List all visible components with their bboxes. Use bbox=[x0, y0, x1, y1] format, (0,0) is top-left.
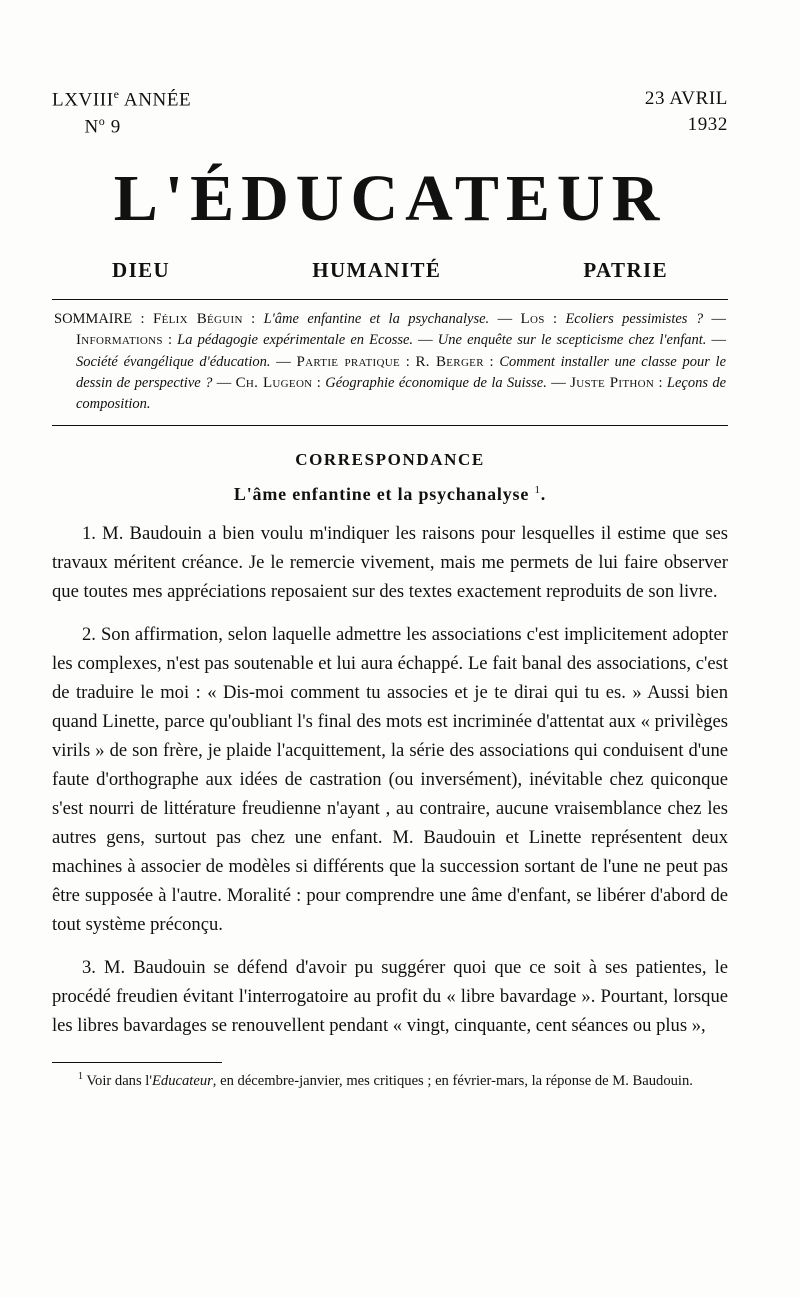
summary-block bbox=[52, 309, 728, 415]
summary-title-6: Comment installer une classe pour le dessin de perspective ? bbox=[76, 353, 727, 391]
issue-prefix: N bbox=[84, 116, 99, 138]
publication-year: 1932 bbox=[687, 113, 728, 135]
summary-title-7: Géographie économique de la Suisse. bbox=[325, 374, 547, 391]
masthead-divider bbox=[52, 299, 728, 300]
article bbox=[52, 450, 728, 1092]
summary-title-4: Une enquête sur le scepticisme chez l'enfant. bbox=[437, 332, 707, 349]
summary-label-6: Partie pratique bbox=[296, 353, 401, 370]
masthead bbox=[52, 86, 728, 140]
summary-author-2: Los bbox=[520, 310, 545, 327]
summary-title-5: Société évangélique d'éducation. bbox=[76, 353, 271, 370]
article-paragraph-3: 3. M. Baudouin se défend d'avoir pu suggérer quoi que ce soit à ses patientes, le procédé freudien évitant l'interrogatoire au profit du « libre bavardage ». Pourtant, lorsque les libres bavardages se renouvellent pendant « vingt, cinquante, cent séances ou plus », bbox=[52, 956, 728, 1036]
article-title-text: L'âme enfantine et la psychanalyse bbox=[233, 483, 530, 504]
footnote-italic-title: Educateur bbox=[152, 1072, 213, 1089]
footnote-marker: 1 bbox=[78, 1070, 83, 1082]
motto-humanite: HUMANITÉ bbox=[312, 257, 442, 282]
article-title bbox=[52, 484, 728, 505]
year-line bbox=[52, 86, 191, 113]
footnote-divider bbox=[52, 1062, 222, 1063]
article-paragraph-1: 1. M. Baudouin a bien voulu m'indiquer les raisons pour lesquelles il estime que ses travaux méritent créance. Je le remercie vivement, mais me permets de lui faire observer que toutes mes appréciations reposaient sur des textes exactement reproduits de son livre. bbox=[52, 522, 728, 602]
summary-text: SOMMAIRE : Félix Béguin : L'âme enfantine et la psychanalyse. — Los : Ecoliers pessimistes ? — Informations : La pédagogie expérimentale en Ecosse. — Une enquête sur le scepticisme chez l'enfant. — Société évangélique d'éducation. — Partie pratique : R. Berger : Comment installer une classe pour le dessin de perspective ? — Ch. Lugeon : Géographie économique de la Suisse. — Juste Pithon : Leçons de composition. bbox=[54, 310, 727, 413]
summary-title-8: Leçons de composition. bbox=[76, 374, 727, 413]
summary-title-3: La pédagogie expérimentale en Ecosse. bbox=[177, 332, 414, 349]
article-title-footnote-marker: 1 bbox=[534, 483, 541, 496]
motto-dieu: DIEU bbox=[112, 257, 171, 282]
masthead-left bbox=[52, 86, 191, 140]
summary-author-7: Ch. Lugeon bbox=[235, 374, 313, 391]
motto bbox=[112, 258, 668, 283]
summary-divider bbox=[52, 425, 728, 426]
summary-author-8: Juste Pithon bbox=[570, 374, 655, 391]
masthead-right bbox=[645, 86, 728, 137]
publication-date: 23 AVRIL bbox=[644, 88, 728, 109]
year-word: ANNÉE bbox=[123, 89, 192, 111]
issue-sup: o bbox=[98, 113, 106, 128]
footnote bbox=[52, 1070, 728, 1092]
summary-title-1: L'âme enfantine et la psychanalyse. bbox=[263, 310, 490, 327]
footnote-text-before: Voir dans l' bbox=[83, 1072, 152, 1089]
page-content bbox=[52, 86, 728, 1106]
issue-line bbox=[52, 113, 191, 140]
summary-author-1: Félix Béguin bbox=[153, 310, 243, 327]
issue-number: 9 bbox=[110, 116, 121, 138]
article-title-period: . bbox=[540, 483, 547, 504]
page-title: L'ÉDUCATEUR bbox=[113, 161, 667, 235]
article-paragraph-2: 2. Son affirmation, selon laquelle admettre les associations c'est implicitement adopter les complexes, n'est pas soutenable et lui aura échappé. Le fait banal des associations, c'est de traduire le moi : « Dis-moi comment tu associes et je te dirai qui tu es. » Aussi bien quand Linette, parce qu'oubliant l's final des mots est incriminée d'attentat aux « privilèges virils » de son frère, je plaide l'acquittement, la série des associations qui conduisent d'une faute d'orthographe aux idées de castration (ou inversément), inévitable chez quiconque s'est nourri de littérature freudienne n'ayant , au contraire, aucune vraisemblance chez les autres gens, surtout pas chez une enfant. M. Baudouin et Linette représentent deux machines à associer de modèles si différents que la succession sortant de l'une ne peut pas être supposée à l'autre. Moralité : pour comprendre une âme d'enfant, se libérer d'abord de tout système préconçu. bbox=[52, 623, 728, 935]
footnote-text-after: , en décembre-janvier, mes critiques ; en février-mars, la réponse de M. Baudouin. bbox=[212, 1072, 693, 1089]
motto-patrie: PATRIE bbox=[583, 257, 668, 282]
year-sup: e bbox=[113, 87, 120, 101]
summary-label: SOMMAIRE : bbox=[54, 310, 145, 327]
section-heading: CORRESPONDANCE bbox=[295, 449, 485, 469]
summary-label-3: Informations bbox=[76, 332, 163, 349]
summary-author-6: R. Berger bbox=[415, 353, 484, 370]
summary-title-2: Ecoliers pessimistes ? bbox=[565, 310, 704, 327]
year-prefix: LXVIII bbox=[52, 89, 114, 111]
